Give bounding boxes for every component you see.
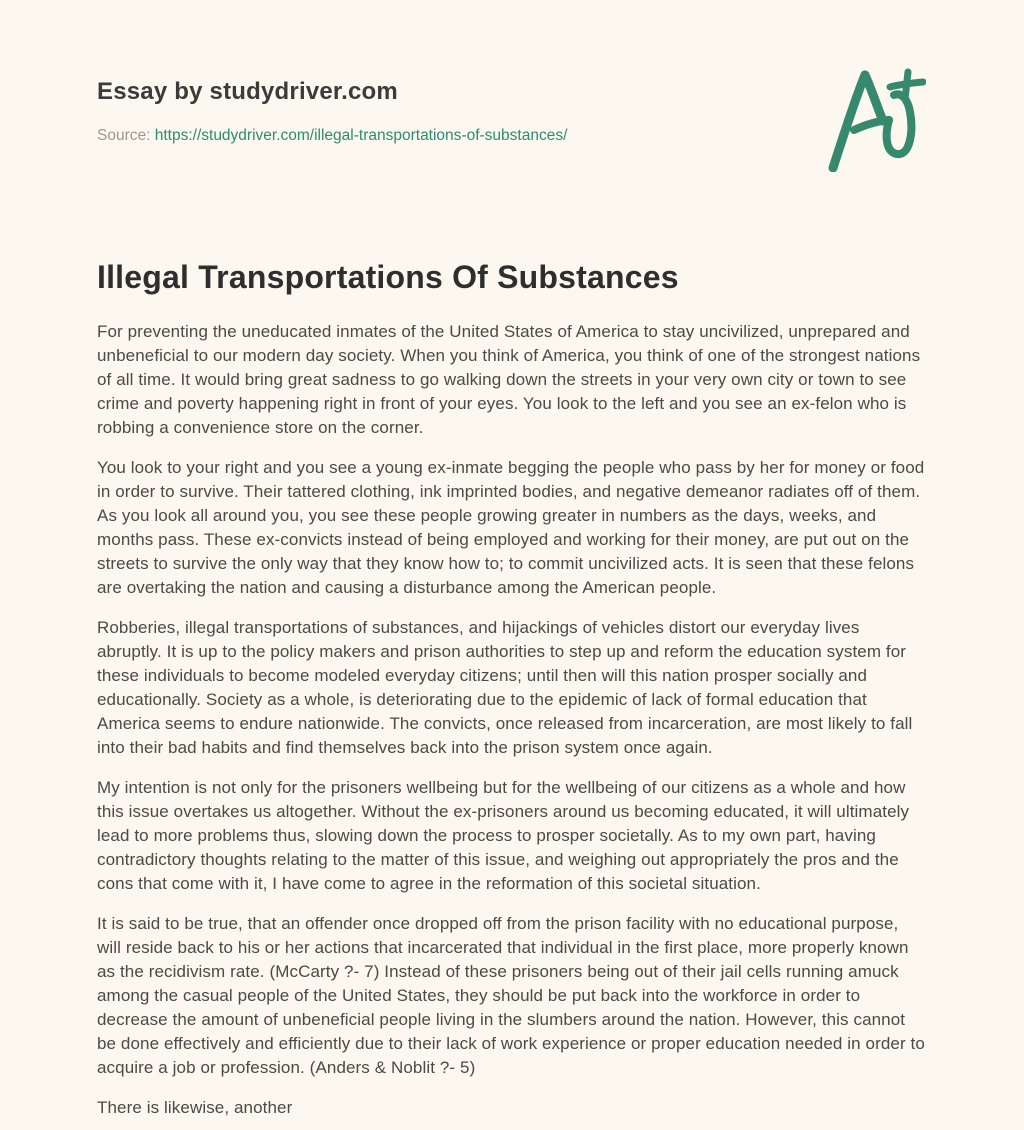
- source-line: [97, 126, 927, 146]
- article-paragraph: Robberies, illegal transportations of substances, and hijackings of vehicles distort our everyday lives abruptly. It is up to the policy makers and prison authorities to step up and reform the education system for these individuals to become modeled everyday citizens; until then will this nation prosper socially and educationally. Society as a whole, is deteriorating due to the epidemic of lack of formal education that America seems to endure nationwide. The convicts, once released from incarceration, are most likely to fall into their bad habits and find themselves back into the prison system once again.: [97, 618, 913, 757]
- a-plus-logo-icon: [828, 68, 926, 172]
- masthead: [97, 78, 927, 146]
- article-paragraph: You look to your right and you see a young ex-inmate begging the people who pass by her for money or food in order to survive. Their tattered clothing, ink imprinted bodies, and negative demeanor radiates off of them. As you look all around you, you see these people growing greater in numbers as the days, weeks, and months pass. These ex-convicts instead of being employed and working for their money, are put out on the streets to survive the only way that they know how to; to commit uncivilized acts. It is seen that these felons are overtaking the nation and causing a disturbance among the American people.: [97, 458, 925, 597]
- source-link[interactable]: https://studydriver.com/illegal-transportations-of-substances/: [154, 127, 568, 144]
- source-label: Source:: [97, 127, 151, 144]
- article-title: Illegal Transportations Of Substances: [97, 259, 679, 295]
- article-paragraph: For preventing the uneducated inmates of the United States of America to stay uncivilized, unprepared and unbeneficial to our modern day society. When you think of America, you think of one of the strongest nations of all time. It would bring great sadness to go walking down the streets in your very own city or town to see crime and poverty happening right in front of your eyes. You look to the left and you see an ex-felon who is robbing a convenience store on the corner.: [97, 322, 921, 437]
- article-paragraph: There is likewise, another: [97, 1098, 293, 1117]
- article-paragraph: My intention is not only for the prisoners wellbeing but for the wellbeing of our citizens as a whole and how this issue overtakes us altogether. Without the ex-prisoners around us becoming educated, it will ultimately lead to more problems thus, slowing down the process to prosper societally. As to my own part, having contradictory thoughts relating to the matter of this issue, and weighing out appropriately the pros and the cons that come with it, I have come to agree in the reformation of this societal situation.: [97, 778, 910, 893]
- article-body: [97, 320, 927, 1120]
- masthead-title: Essay by studydriver.com: [97, 78, 398, 105]
- article-paragraph: It is said to be true, that an offender once dropped off from the prison facility with no educational purpose, will reside back to his or her actions that incarcerated that individual in the first place, more properly known as the recidivism rate. (McCarty ?- 7) Instead of these prisoners being out of their jail cells running amuck among the casual people of the United States, they should be put back into the workforce in order to decrease the amount of unbeneficial people living in the slumbers around the nation. However, this cannot be done effectively and efficiently due to their lack of work experience or proper education needed in order to acquire a job or profession. (Anders & Noblit ?- 5): [97, 914, 925, 1077]
